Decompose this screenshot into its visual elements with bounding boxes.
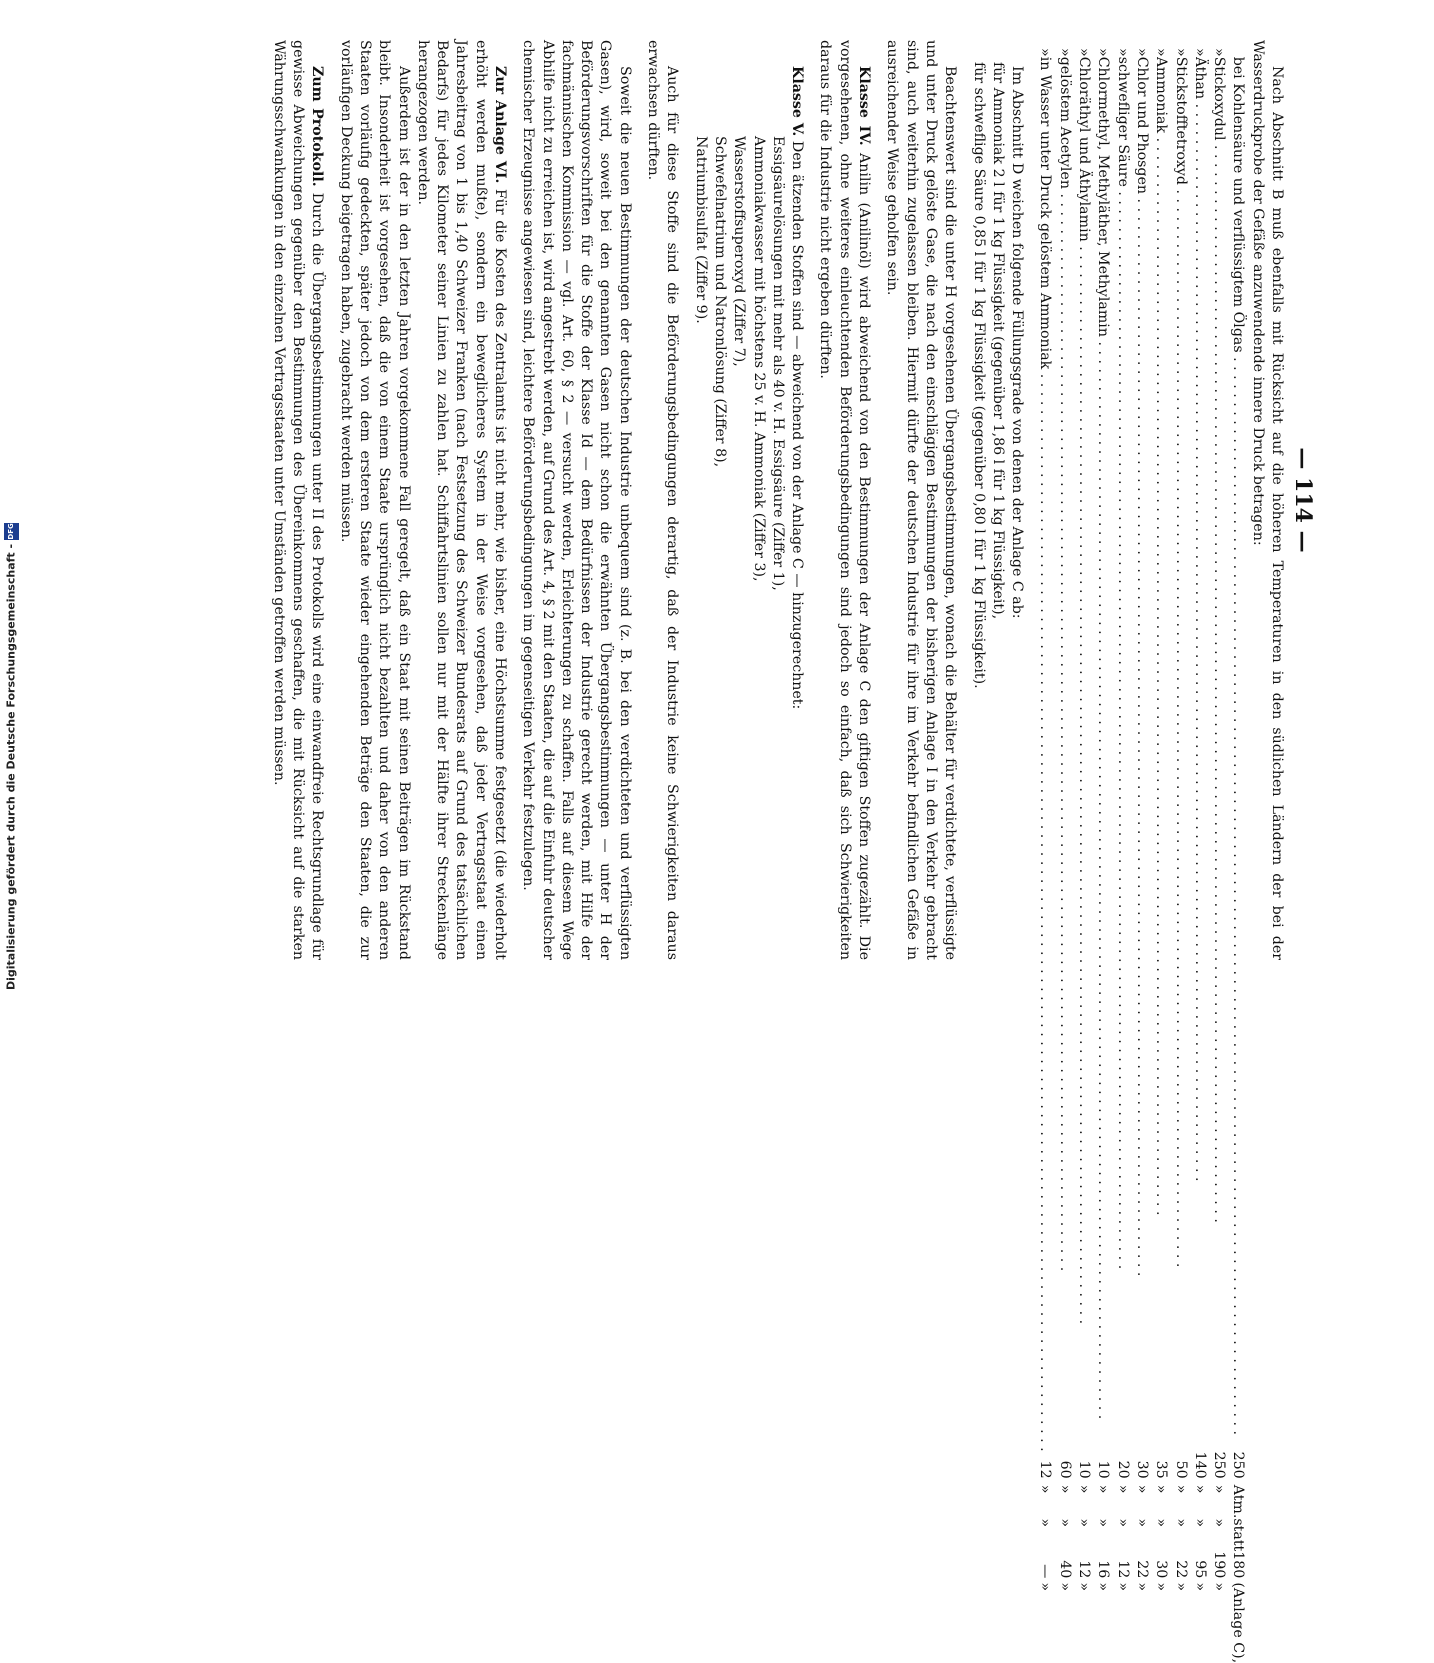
- annex-reference: »: [1191, 1582, 1208, 1592]
- gas-name: Äthan . . . . . . . . . . . . . . . . . . . . . . . . . . . . . . . . . . . . . . . . . . . . . . . . . . . . . . . . . . . . . . . . . . . . . . . . . . . . . . . . . . . . . . . . . . . . . . . . . . . . . . . . . . . . . . . . . . . . . . . .: [1191, 56, 1208, 1182]
- statt-word: »: [1037, 1518, 1054, 1528]
- statt-word: »: [1056, 1518, 1073, 1528]
- pressure-unit: »: [1037, 1484, 1054, 1494]
- digitization-footer: [4, 523, 19, 990]
- pressure-value: 10: [1095, 1460, 1112, 1479]
- pressure-row: [1170, 48, 1189, 1663]
- pressure-unit: »: [1133, 1484, 1150, 1494]
- klasse-v-item: Ammoniakwasser mit höchstens 25 v. H. Ammoniak (Ziffer 3),: [750, 136, 767, 582]
- pressure-unit: »: [1211, 1484, 1228, 1494]
- klasse-v-paragraph: [787, 40, 806, 960]
- old-pressure-value: 40: [1056, 1560, 1073, 1579]
- ditto-mark: »: [1076, 48, 1093, 57]
- page-number: — 114 —: [1290, 447, 1316, 553]
- statt-word: »: [1076, 1518, 1093, 1528]
- anlage-vi-paragraph: [413, 40, 509, 960]
- auch-fuer-diese-paragraph: Auch für diese Stoffe sind die Beförderungsbedingungen derartig, daß der Industrie keine Schwierigkeiten daraus erwachsen dürften.: [645, 40, 681, 960]
- statt-word: »: [1114, 1518, 1131, 1528]
- pressure-value: 250: [1211, 1451, 1228, 1479]
- rotated-document-page: [30, 40, 1320, 1663]
- old-pressure-value: 12: [1114, 1560, 1131, 1579]
- ditto-mark: »: [1191, 48, 1208, 57]
- ditto-mark: »: [1056, 48, 1073, 57]
- filling-levels-list: [968, 62, 1007, 960]
- old-pressure-value: 22: [1133, 1560, 1150, 1579]
- gas-name: schwefliger Säure . . . . . . . . . . . . . . . . . . . . . . . . . . . . . . . . . . . . . . . . . . . . . . . . . . . . . . . . . . . . . . . . . . . . . . . . . . . . . . . . . . . . . . . . . . . . . . . . . . . . . . . . . . . . . . . . . . . . . . . .: [1114, 56, 1131, 1270]
- page-body: [268, 40, 1286, 1663]
- pressure-value: 50: [1172, 1460, 1189, 1479]
- pressure-row: [1112, 48, 1131, 1663]
- ditto-mark: »: [1211, 48, 1228, 57]
- anlage-vi-text: Für die Kosten des Zentralamts ist nicht mehr, wie bisher, eine Höchstsumme festgesetzt (die wiederholt erhöht werden mußte), sondern ein beweglicheres System in der Weise vorgesehen, daß jeder Vertragsstaat einen Jahresbeitrag von 1 bis 1,40 Schweizer Franken (nach Festsetzung des Schweizer Bundesrats auf Grund des tatsächlichen Bedarfs) für jedes Kilometer seiner Linien zu zahlen hat. Schiffahrtslinien sollen nur mit der Hälfte ihrer Streckenlänge herangezogen werden.: [414, 40, 509, 960]
- statt-word: »: [1095, 1518, 1112, 1528]
- annex-reference: »: [1172, 1582, 1189, 1592]
- pressure-value: 35: [1153, 1460, 1170, 1479]
- pressure-row: [1093, 48, 1112, 1663]
- pressure-unit: »: [1076, 1484, 1093, 1494]
- ditto-mark: »: [1095, 48, 1112, 57]
- klasse-v-item: Schwefelnatrium und Natronlösung (Ziffer 8),: [711, 136, 728, 468]
- gas-name: Stickoxydul . . . . . . . . . . . . . . . . . . . . . . . . . . . . . . . . . . . . . . . . . . . . . . . . . . . . . . . . . . . . . . . . . . . . . . . . . . . . . . . . . . . . . . . . . . . . . . . . . . . . . . . . . . . . . . . . . . . . . . . .: [1211, 56, 1228, 1223]
- ditto-mark: »: [1037, 48, 1054, 57]
- gas-name: gelöstem Acetylen . . . . . . . . . . . . . . . . . . . . . . . . . . . . . . . . . . . . . . . . . . . . . . . . . . . . . . . . . . . . . . . . . . . . . . . . . . . . . . . . . . . . . . . . . . . . . . . . . . . . . . . . . . . . . . . . . . . . . . . .: [1056, 56, 1073, 1272]
- protokoll-label: Zum Protokoll.: [309, 66, 326, 187]
- klasse-v-item: Essigsäurelösungen mit mehr als 40 v. H. Essigsäure (Ziffer 1),: [769, 136, 786, 591]
- klasse-v-text: Den ätzenden Stoffen sind — abweichend von der Anlage C — hinzugerechnet:: [789, 140, 806, 710]
- klasse-v-item: Wasserstoffsuperoxyd (Ziffer 7),: [731, 136, 748, 367]
- dfg-logo-icon: DFG: [4, 523, 19, 540]
- annex-reference: »: [1153, 1582, 1170, 1592]
- statt-word: »: [1133, 1518, 1150, 1528]
- annex-reference: »: [1076, 1582, 1093, 1592]
- old-pressure-value: 30: [1153, 1560, 1170, 1579]
- pressure-unit: »: [1114, 1484, 1131, 1494]
- old-pressure-value: 180: [1230, 1551, 1247, 1579]
- annex-reference: (Anlage C),: [1230, 1582, 1247, 1663]
- old-pressure-value: 16: [1095, 1560, 1112, 1579]
- pressure-row: [1035, 48, 1054, 1663]
- pressure-unit: »: [1172, 1484, 1189, 1494]
- klasse-iv-label: Klasse IV.: [856, 66, 873, 146]
- pressure-value: 60: [1056, 1460, 1073, 1479]
- pressure-unit: »: [1191, 1484, 1208, 1494]
- statt-word: »: [1153, 1518, 1170, 1528]
- old-pressure-value: 12: [1076, 1560, 1093, 1579]
- filling-level-item: für Ammoniak 2 l für 1 kg Flüssigkeit (gegenüber 1,86 l für 1 kg Flüssigkeit),: [989, 62, 1006, 620]
- footer-text: Digitalisierung gefördert durch die Deutsche Forschungsgemeinschaft -: [4, 543, 18, 990]
- klasse-v-item: Natriumbisulfat (Ziffer 9).: [692, 136, 709, 324]
- protokoll-paragraph: [268, 40, 326, 960]
- statt-word: »: [1211, 1518, 1228, 1528]
- gas-name: in Wasser unter Druck gelöstem Ammoniak . . . . . . . . . . . . . . . . . . . . . . . . . . . . . . . . . . . . . . . . . . . . . . . . . . . . . . . . . . . . . . . . . . . . . . . . . . . . . . . . . . . . . . . . . . . . . . . . . . . . . . . . . . . . . . . . . . . . . . . .: [1037, 56, 1054, 1452]
- beachtenswert-paragraph: Beachtenswert sind die unter H vorgesehenen Übergangsbestimmungen, wonach die Behälter für verdichtete, verflüssigte und unter Druck gelöste Gase, die nach den einschlägigen Bestimmungen der bisherigen Anlage I in den Verkehr gebracht sind, auch weiterhin zugelassen bleiben. Hiermit dürfte der deutschen Industrie für ihre im Verkehr befindlichen Gefäße in ausreichender Weise geholfen sein.: [884, 40, 959, 960]
- pressure-unit: »: [1153, 1484, 1170, 1494]
- pressure-row: [1209, 48, 1228, 1663]
- old-pressure-value: 95: [1191, 1560, 1208, 1579]
- pressure-table: [1035, 48, 1247, 1663]
- pressure-value: 20: [1114, 1460, 1131, 1479]
- gas-name: Stickstofftetroxyd . . . . . . . . . . . . . . . . . . . . . . . . . . . . . . . . . . . . . . . . . . . . . . . . . . . . . . . . . . . . . . . . . . . . . . . . . . . . . . . . . . . . . . . . . . . . . . . . . . . . . . . . . . . . . . . . . . . . . . . .: [1172, 56, 1189, 1268]
- pressure-row: [1074, 48, 1093, 1663]
- ditto-mark: [1228, 48, 1247, 57]
- annex-reference: »: [1037, 1582, 1054, 1592]
- pressure-unit: Atm.: [1230, 1484, 1247, 1519]
- annex-reference: »: [1095, 1582, 1112, 1592]
- old-pressure-value: —: [1037, 1564, 1054, 1579]
- annex-reference: »: [1211, 1582, 1228, 1592]
- protokoll-text: Durch die Übergangsbestimmungen unter II des Protokolls wird eine einwandfreie Rechtsgrundlage für gewisse Abweichungen gegenüber den Bestimmungen des Übereinkommens geschaffen, die mit Rücksicht auf die starken Währungsschwankungen in den einzelnen Vertragsstaaten unter Umständen getroffen werden müssen.: [270, 40, 326, 960]
- soweit-paragraph: Soweit die neuen Bestimmungen der deutschen Industrie unbequem sind (z. B. bei den verdichteten und verflüssigten Gasen), wird, soweit bei den genannten Gasen nicht schon die erwähnten Übergangsbestimmungen — unter H der Beförderungsvorschriften für die Stoffe der Klasse Id — dem Bedürfnissen der Industrie gerecht werden, mit Hilfe der fachmännischen Kommission — vgl. Art. 60, § 2 — versucht werden, Erleichterungen zu schaffen. Falls auf diesem Wege Abhilfe nicht zu erreichen ist, wird angestrebt werden, auf Grund des Art. 4, § 2 mit den Staaten, die auf die Einfuhr deutscher chemischer Erzeugnisse angewiesen sind, leichtere Beförderungsbedingungen im gegenseitigen Verkehr festzulegen.: [520, 40, 633, 960]
- gas-name: Chloräthyl und Äthylamin . . . . . . . . . . . . . . . . . . . . . . . . . . . . . . . . . . . . . . . . . . . . . . . . . . . . . . . . . . . . . . . . . . . . . . . . . . . . . . . . . . . . . . . . . . . . . . . . . . . . . . . . . . . . . . . . . . . . . . . .: [1076, 56, 1093, 1325]
- gas-name: bei Kohlensäure und verflüssigtem Ölgas . . . . . . . . . . . . . . . . . . . . . . . . . . . . . . . . . . . . . . . . . . . . . . . . . . . . . . . . . . . . . . . . . . . . . . . . . . . . . . . . . . . . . . . . . . . . . . . . . . . . . . . . . . . . . . . . . . . . . . . .: [1230, 56, 1247, 1435]
- pressure-value: 12: [1037, 1460, 1054, 1479]
- pressure-value: 30: [1133, 1460, 1150, 1479]
- pressure-value: 10: [1076, 1460, 1093, 1479]
- statt-word: »: [1172, 1518, 1189, 1528]
- ditto-mark: »: [1133, 48, 1150, 57]
- anlage-vi-label: Zur Anlage VI.: [492, 66, 509, 184]
- pressure-row: [1190, 48, 1209, 1663]
- abschnitt-b-intro: Nach Abschnitt B muß ebenfalls mit Rücksicht auf die höheren Temperaturen in den südlichen Ländern der bei der Wasserdruckprobe der Gefäße anzuwendende innere Druck betragen:: [1249, 40, 1285, 960]
- pressure-value: 140: [1191, 1451, 1208, 1479]
- old-pressure-value: 190: [1211, 1551, 1228, 1579]
- old-pressure-value: 22: [1172, 1560, 1189, 1579]
- gas-name: Chlor und Phosgen . . . . . . . . . . . . . . . . . . . . . . . . . . . . . . . . . . . . . . . . . . . . . . . . . . . . . . . . . . . . . . . . . . . . . . . . . . . . . . . . . . . . . . . . . . . . . . . . . . . . . . . . . . . . . . . . . . . . . . . .: [1133, 56, 1150, 1277]
- ditto-mark: »: [1172, 48, 1189, 57]
- klasse-v-list: [690, 136, 786, 960]
- annex-reference: »: [1133, 1582, 1150, 1592]
- pressure-row: [1132, 48, 1151, 1663]
- pressure-unit: »: [1056, 1484, 1073, 1494]
- pressure-unit: »: [1095, 1484, 1112, 1494]
- ditto-mark: »: [1114, 48, 1131, 57]
- klasse-iv-text: Anilin (Anilinöl) wird abweichend von den Bestimmungen der Anlage C den giftigen Stoffen zugezählt. Die vorgesehenen, ohne weiteres einleuchtenden Beförderungsbedingungen sind jedoch so einfach, daß sich Schwierigkeiten daraus für die Industrie nicht ergeben dürften.: [817, 40, 873, 960]
- statt-word: statt: [1230, 1518, 1247, 1552]
- abschnitt-d-intro: Im Abschnitt D weichen folgende Füllungsgrade von denen der Anlage C ab:: [1009, 66, 1026, 619]
- pressure-row: [1228, 48, 1247, 1663]
- gas-name: Ammoniak . . . . . . . . . . . . . . . . . . . . . . . . . . . . . . . . . . . . . . . . . . . . . . . . . . . . . . . . . . . . . . . . . . . . . . . . . . . . . . . . . . . . . . . . . . . . . . . . . . . . . . . . . . . . . . . . . . . . . . . .: [1153, 56, 1170, 1216]
- klasse-v-label: Klasse V.: [789, 66, 806, 137]
- gas-name: Chlormethyl, Methyläther, Methylamin . . . . . . . . . . . . . . . . . . . . . . . . . . . . . . . . . . . . . . . . . . . . . . . . . . . . . . . . . . . . . . . . . . . . . . . . . . . . . . . . . . . . . . . . . . . . . . . . . . . . . . . . . . . . . . . . . . . . . . . .: [1095, 56, 1112, 1420]
- statt-word: »: [1191, 1518, 1208, 1528]
- pressure-value: 250: [1230, 1451, 1247, 1479]
- annex-reference: »: [1114, 1582, 1131, 1592]
- klasse-iv-paragraph: [815, 40, 873, 960]
- filling-level-item: für schweflige Säure 0,85 l für 1 kg Flüssigkeit (gegenüber 0,80 l für 1 kg Flüssigkeit).: [970, 62, 987, 689]
- ditto-mark: »: [1153, 48, 1170, 57]
- ausserdem-paragraph: Außerdem ist der in den letzten Jahren vorgekommene Fall geregelt, daß ein Staat mit seinen Beiträgen im Rückstand bleibt. Insonderheit ist vorgesehen, daß die von einem Staate ursprünglich nicht bezahlten und daher von den anderen Staaten vorläufig gedeckten, später jedoch von dem ersteren Staate wieder eingehenden Beträge den Staaten, die zur vorläufigen Deckung beigetragen haben, zugebracht werden müssen.: [337, 40, 412, 960]
- pressure-row: [1151, 48, 1170, 1663]
- pressure-row: [1054, 48, 1073, 1663]
- annex-reference: »: [1056, 1582, 1073, 1592]
